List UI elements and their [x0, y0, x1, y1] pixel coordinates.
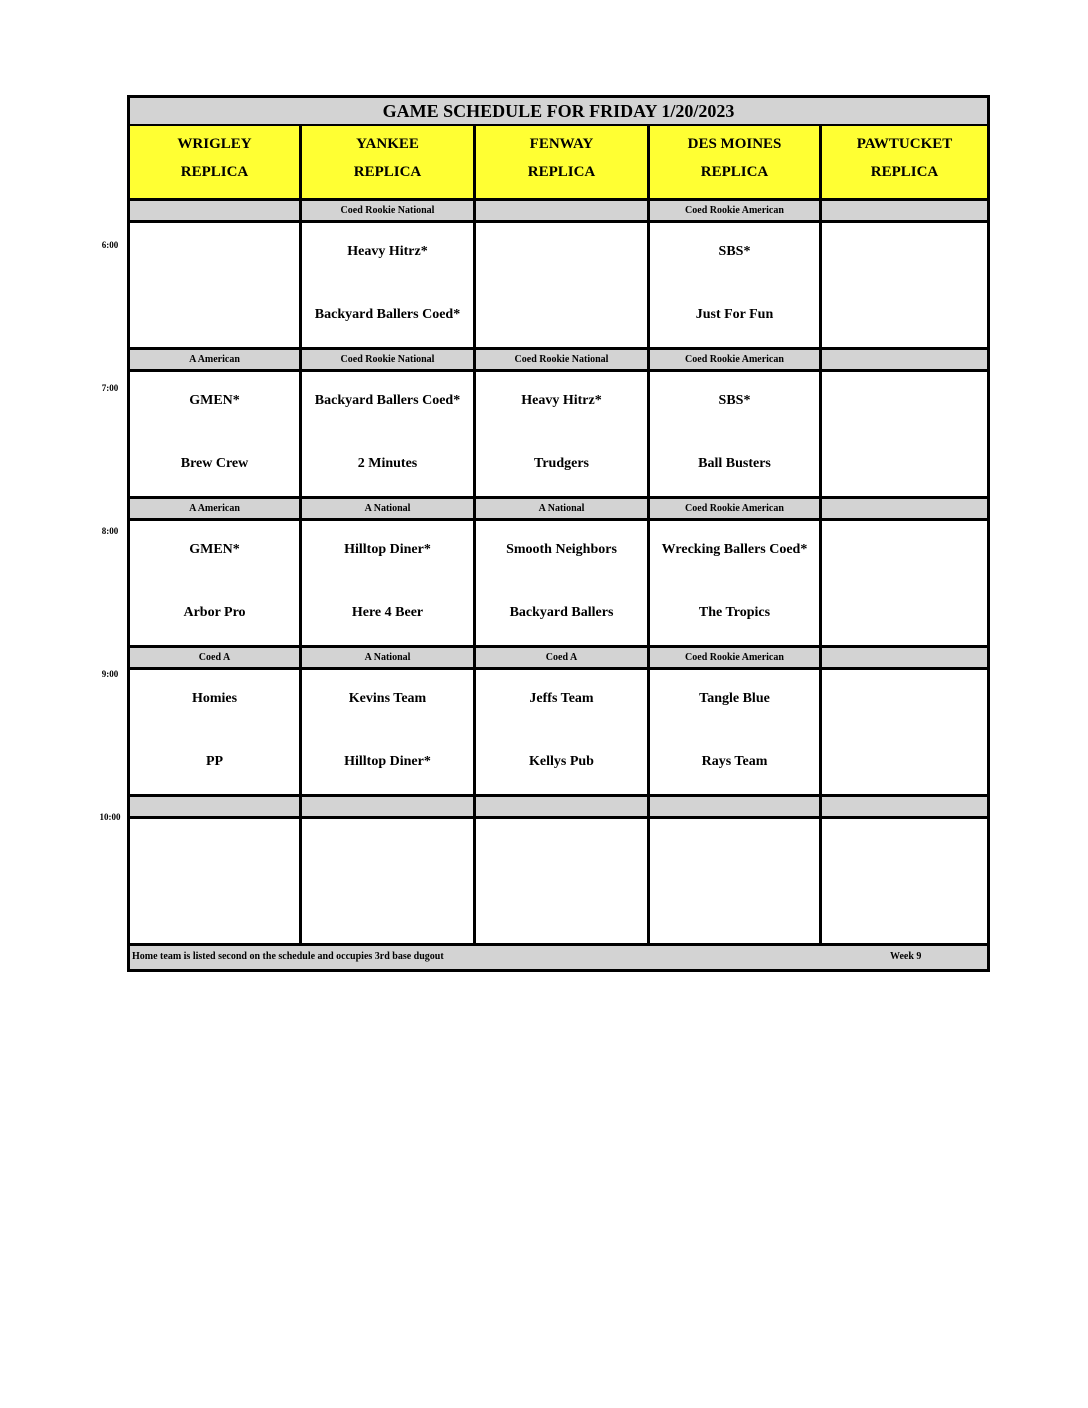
- division-cell: Coed A: [130, 648, 302, 667]
- field-header: [130, 126, 302, 198]
- home-team: 2 Minutes: [357, 456, 418, 471]
- away-team: Hilltop Diner*: [344, 542, 431, 557]
- time-label-9: 9:00: [101, 669, 119, 679]
- field-name: DES MOINES: [687, 136, 782, 152]
- game-cell: [302, 521, 476, 645]
- game-cell: [650, 670, 822, 794]
- division-cell: A National: [302, 499, 476, 518]
- division-cell: Coed Rookie American: [650, 201, 822, 220]
- schedule-footer: [130, 946, 987, 969]
- division-cell: [822, 201, 987, 220]
- division-cell: Coed Rookie National: [302, 350, 476, 369]
- division-cell: [130, 797, 302, 816]
- game-cell: [822, 521, 987, 645]
- game-cell: [476, 670, 650, 794]
- division-row: [130, 797, 987, 819]
- game-cell: [476, 521, 650, 645]
- schedule-title: GAME SCHEDULE FOR FRIDAY 1/20/2023: [130, 98, 987, 126]
- home-team: Rays Team: [701, 754, 768, 769]
- game-cell: [302, 819, 476, 943]
- game-cell: [130, 521, 302, 645]
- field-header-row: [130, 126, 987, 201]
- away-team: Homies: [191, 691, 238, 706]
- field-header: [822, 126, 987, 198]
- game-cell: [822, 819, 987, 943]
- field-name: YANKEE: [356, 136, 419, 152]
- division-row: [130, 350, 987, 372]
- field-type: REPLICA: [353, 164, 422, 180]
- division-cell: Coed Rookie American: [650, 499, 822, 518]
- game-cell: [650, 521, 822, 645]
- field-type: REPLICA: [180, 164, 249, 180]
- game-cell: [302, 372, 476, 496]
- division-cell: Coed A: [476, 648, 650, 667]
- home-team: Just For Fun: [695, 307, 774, 322]
- division-cell: A National: [302, 648, 476, 667]
- game-cell: [822, 670, 987, 794]
- division-cell: Coed Rookie American: [650, 648, 822, 667]
- home-team: PP: [205, 754, 224, 769]
- game-cell: [650, 819, 822, 943]
- schedule-table: [127, 95, 990, 972]
- game-cell: [650, 223, 822, 347]
- away-team: Smooth Neighbors: [506, 542, 617, 557]
- division-row: [130, 648, 987, 670]
- division-row: [130, 201, 987, 223]
- division-cell: [476, 797, 650, 816]
- game-cell: [130, 819, 302, 943]
- division-cell: A National: [476, 499, 650, 518]
- game-cell: [476, 372, 650, 496]
- game-cell: [650, 372, 822, 496]
- home-team: Brew Crew: [180, 456, 249, 471]
- away-team: Heavy Hitrz*: [521, 393, 602, 408]
- division-cell: Coed Rookie National: [476, 350, 650, 369]
- home-team: Backyard Ballers: [509, 605, 614, 620]
- away-team: Kevins Team: [348, 691, 427, 706]
- division-cell: [822, 648, 987, 667]
- division-cell: [476, 201, 650, 220]
- away-team: GMEN*: [189, 393, 240, 408]
- game-cell: [476, 819, 650, 943]
- away-team: GMEN*: [189, 542, 240, 557]
- home-team: Backyard Ballers Coed*: [314, 307, 461, 322]
- home-team: Ball Busters: [698, 456, 771, 471]
- division-cell: [130, 201, 302, 220]
- game-cell: [302, 670, 476, 794]
- division-cell: [822, 350, 987, 369]
- field-header: [650, 126, 822, 198]
- game-row: [130, 521, 987, 648]
- field-header: [302, 126, 476, 198]
- footer-note: Home team is listed second on the schedule and occupies 3rd base dugout: [132, 951, 444, 962]
- game-cell: [822, 372, 987, 496]
- away-team: SBS*: [718, 244, 751, 259]
- division-cell: A American: [130, 499, 302, 518]
- away-team: Backyard Ballers Coed*: [314, 393, 461, 408]
- division-cell: [650, 797, 822, 816]
- home-team: Arbor Pro: [183, 605, 246, 620]
- game-row: [130, 372, 987, 499]
- game-cell: [822, 223, 987, 347]
- game-row: [130, 223, 987, 350]
- time-label-8: 8:00: [101, 526, 119, 536]
- time-label-6: 6:00: [101, 240, 119, 250]
- time-label-7: 7:00: [101, 383, 119, 393]
- field-type: REPLICA: [870, 164, 939, 180]
- division-cell: A American: [130, 350, 302, 369]
- away-team: Heavy Hitrz*: [347, 244, 428, 259]
- game-row: [130, 819, 987, 946]
- field-name: FENWAY: [529, 136, 594, 152]
- field-type: REPLICA: [700, 164, 769, 180]
- division-cell: [822, 499, 987, 518]
- away-team: Wrecking Ballers Coed*: [661, 542, 808, 557]
- division-row: [130, 499, 987, 521]
- field-name: PAWTUCKET: [856, 136, 953, 152]
- home-team: Here 4 Beer: [351, 605, 424, 620]
- away-team: Tangle Blue: [699, 691, 770, 706]
- week-label: Week 9: [890, 951, 922, 962]
- division-cell: Coed Rookie American: [650, 350, 822, 369]
- home-team: Hilltop Diner*: [344, 754, 431, 769]
- game-cell: [130, 372, 302, 496]
- game-cell: [302, 223, 476, 347]
- division-cell: Coed Rookie National: [302, 201, 476, 220]
- division-cell: [822, 797, 987, 816]
- time-label-10: 10:00: [99, 812, 121, 822]
- home-team: Trudgers: [534, 456, 589, 471]
- game-cell: [130, 223, 302, 347]
- game-cell: [476, 223, 650, 347]
- field-header: [476, 126, 650, 198]
- away-team: SBS*: [718, 393, 751, 408]
- field-name: WRIGLEY: [177, 136, 252, 152]
- home-team: The Tropics: [698, 605, 771, 620]
- division-cell: [302, 797, 476, 816]
- away-team: Jeffs Team: [529, 691, 594, 706]
- game-row: [130, 670, 987, 797]
- home-team: Kellys Pub: [529, 754, 594, 769]
- game-cell: [130, 670, 302, 794]
- field-type: REPLICA: [527, 164, 596, 180]
